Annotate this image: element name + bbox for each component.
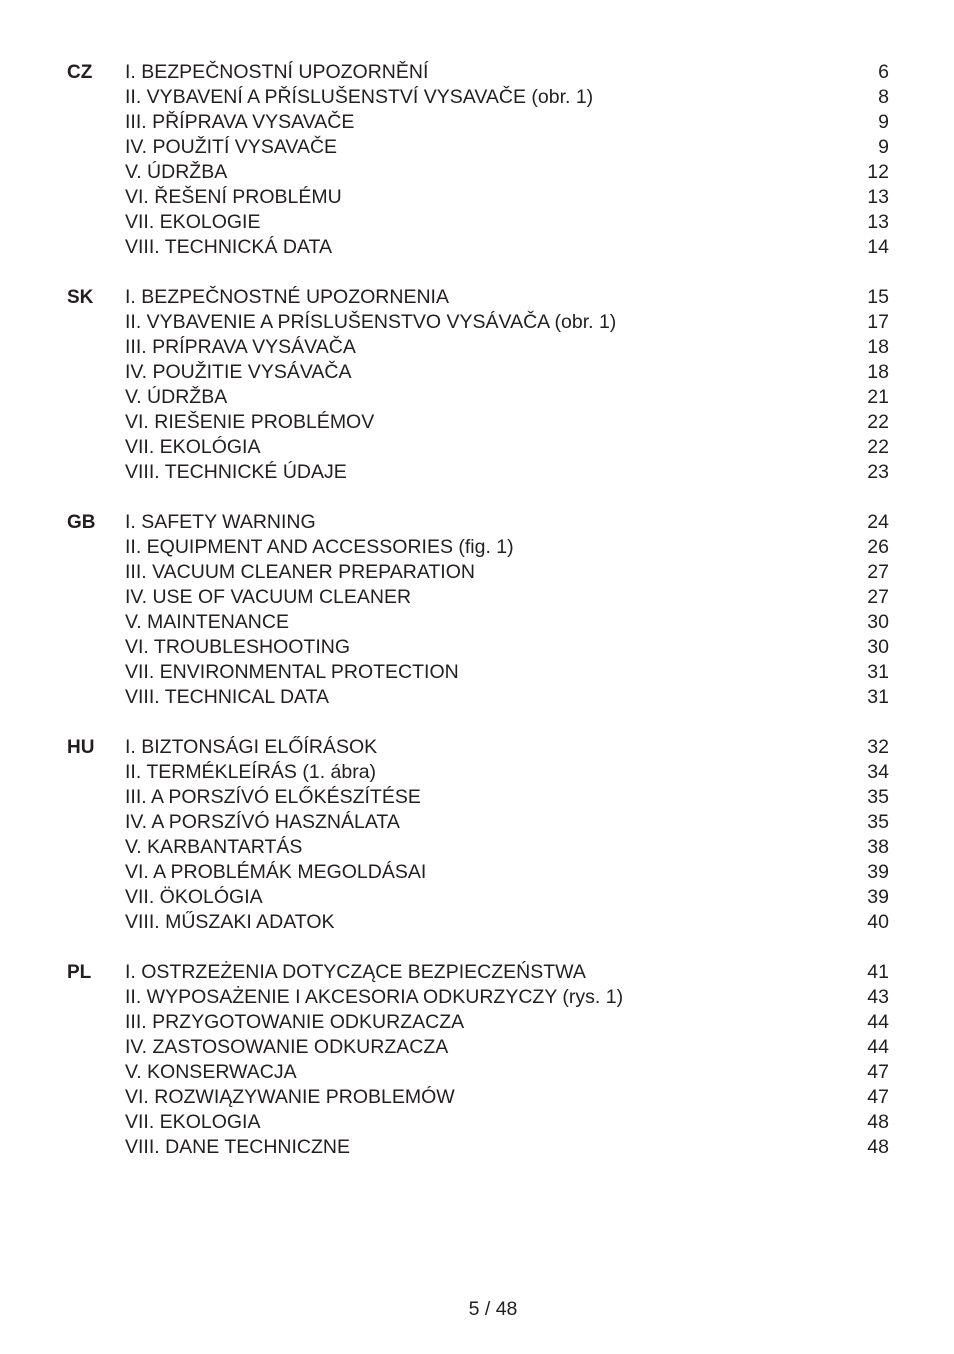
toc-entry[interactable]	[0, 235, 954, 260]
toc-entry-page: 39	[867, 861, 889, 883]
toc-section-sk	[0, 285, 954, 485]
toc-entry-title: VIII. TECHNICKÉ ÚDAJE	[125, 461, 347, 483]
toc-entry[interactable]	[0, 135, 954, 160]
toc-entry-page: 15	[867, 286, 889, 308]
toc-entry[interactable]	[0, 760, 954, 785]
toc-entry-title: V. ÚDRŽBA	[125, 161, 228, 183]
toc-entry-page: 9	[878, 136, 889, 158]
toc-entry-page: 14	[867, 236, 889, 258]
toc-entry[interactable]	[0, 410, 954, 435]
toc-entry[interactable]	[0, 860, 954, 885]
toc-entry[interactable]	[0, 85, 954, 110]
toc-entry-page: 17	[867, 311, 889, 333]
toc-entry[interactable]	[0, 1110, 954, 1135]
toc-entry[interactable]	[0, 560, 954, 585]
toc-entry[interactable]	[0, 460, 954, 485]
toc-entry-title: III. VACUUM CLEANER PREPARATION	[125, 561, 475, 583]
toc-entry[interactable]	[0, 535, 954, 560]
language-code: CZ	[67, 62, 93, 83]
toc-entry[interactable]	[0, 885, 954, 910]
toc-entry-title: V. KARBANTARTÁS	[125, 836, 303, 858]
toc-entry[interactable]	[0, 585, 954, 610]
toc-entry[interactable]	[0, 910, 954, 935]
toc-entry-page: 21	[867, 386, 889, 408]
toc-entry-page: 48	[867, 1111, 889, 1133]
toc-entry-title: VIII. TECHNICKÁ DATA	[125, 236, 332, 258]
toc-entry-page: 22	[867, 436, 889, 458]
toc-entry-title: III. PŘÍPRAVA VYSAVAČE	[125, 111, 355, 133]
toc-entry-title: VI. TROUBLESHOOTING	[125, 636, 351, 658]
toc-entry-page: 30	[867, 611, 889, 633]
toc-entry-page: 40	[867, 911, 889, 933]
toc-entry-title: II. WYPOSAŻENIE I AKCESORIA ODKURZYCZY (rys. 1)	[125, 986, 624, 1008]
toc-entry-title: I. BEZPEČNOSTNÍ UPOZORNĚNÍ	[125, 61, 429, 83]
toc-entry-page: 18	[867, 361, 889, 383]
toc-entry[interactable]	[0, 60, 954, 85]
toc-entry-page: 44	[867, 1036, 889, 1058]
toc-entry-title: V. KONSERWACJA	[125, 1061, 297, 1083]
language-code: GB	[67, 512, 96, 533]
toc-entry[interactable]	[0, 610, 954, 635]
toc-entry-page: 44	[867, 1011, 889, 1033]
toc-entry-page: 47	[867, 1061, 889, 1083]
toc-entry-page: 9	[878, 111, 889, 133]
toc-entry-title: II. VYBAVENIE A PRÍSLUŠENSTVO VYSÁVAČA (obr. 1)	[125, 311, 617, 333]
toc-entry-page: 24	[867, 511, 889, 533]
toc-entry[interactable]	[0, 1010, 954, 1035]
toc-entry-title: IV. USE OF VACUUM CLEANER	[125, 586, 412, 608]
toc-entry-page: 48	[867, 1136, 889, 1158]
toc-entry-title: I. SAFETY WARNING	[125, 511, 316, 533]
toc-entry-title: VIII. MŰSZAKI ADATOK	[125, 911, 335, 933]
toc-entry[interactable]	[0, 985, 954, 1010]
toc-entry-page: 18	[867, 336, 889, 358]
toc-entry-title: II. TERMÉKLEÍRÁS (1. ábra)	[125, 761, 377, 783]
toc-entry[interactable]	[0, 635, 954, 660]
toc-entry-title: IV. POUŽITIE VYSÁVAČA	[125, 361, 352, 383]
toc-entry-page: 39	[867, 886, 889, 908]
page-number: 5 / 48	[468, 1298, 518, 1320]
toc-entry-title: VII. EKOLOGIE	[125, 211, 261, 233]
toc-entry-page: 13	[867, 186, 889, 208]
toc-entry-page: 35	[867, 811, 889, 833]
toc-entry-title: VII. ÖKOLÓGIA	[125, 886, 263, 908]
toc-entry[interactable]	[0, 210, 954, 235]
toc-entry-title: II. EQUIPMENT AND ACCESSORIES (fig. 1)	[125, 536, 514, 558]
toc-entry-title: III. PRZYGOTOWANIE ODKURZACZA	[125, 1011, 465, 1033]
toc-entry-title: VII. EKOLÓGIA	[125, 436, 261, 458]
toc-entry-page: 27	[867, 586, 889, 608]
toc-entry[interactable]	[0, 1035, 954, 1060]
toc-entry-page: 27	[867, 561, 889, 583]
toc-entry-page: 47	[867, 1086, 889, 1108]
toc-entry[interactable]	[0, 810, 954, 835]
toc-entry-title: V. ÚDRŽBA	[125, 386, 228, 408]
toc-entry[interactable]	[0, 310, 954, 335]
toc-entry[interactable]	[0, 385, 954, 410]
toc-entry-page: 12	[867, 161, 889, 183]
toc-entry[interactable]	[0, 335, 954, 360]
toc-entry-page: 8	[878, 86, 889, 108]
toc-entry-title: VIII. TECHNICAL DATA	[125, 686, 330, 708]
toc-entry-title: IV. ZASTOSOWANIE ODKURZACZA	[125, 1036, 449, 1058]
toc-entry[interactable]	[0, 510, 954, 535]
toc-entry[interactable]	[0, 685, 954, 710]
toc-section-cz	[0, 60, 954, 260]
toc-section-gb	[0, 510, 954, 710]
toc-entry[interactable]	[0, 835, 954, 860]
toc-entry-page: 32	[867, 736, 889, 758]
toc-entry[interactable]	[0, 360, 954, 385]
toc-entry-title: VI. RIEŠENIE PROBLÉMOV	[125, 411, 375, 433]
toc-entry-page: 13	[867, 211, 889, 233]
toc-entry-title: VI. ROZWIĄZYWANIE PROBLEMÓW	[125, 1086, 455, 1108]
toc-entry[interactable]	[0, 285, 954, 310]
toc-entry-page: 22	[867, 411, 889, 433]
toc-entry-title: III. A PORSZÍVÓ ELŐKÉSZÍTÉSE	[125, 786, 421, 808]
toc-entry[interactable]	[0, 1085, 954, 1110]
toc-section-pl	[0, 960, 954, 1160]
toc-entry[interactable]	[0, 435, 954, 460]
toc-entry-title: III. PRÍPRAVA VYSÁVAČA	[125, 336, 356, 358]
toc-entry-page: 43	[867, 986, 889, 1008]
toc-entry-page: 23	[867, 461, 889, 483]
toc-entry[interactable]	[0, 1135, 954, 1160]
toc-entry-title: I. OSTRZEŻENIA DOTYCZĄCE BEZPIECZEŃSTWA	[125, 961, 586, 983]
language-code: HU	[67, 737, 95, 758]
language-code: PL	[67, 962, 92, 983]
toc-entry[interactable]	[0, 660, 954, 685]
toc-entry-title: I. BEZPEČNOSTNÉ UPOZORNENIA	[125, 286, 449, 308]
toc-entry-title: II. VYBAVENÍ A PŘÍSLUŠENSTVÍ VYSAVAČE (obr. 1)	[125, 86, 594, 108]
toc-entry[interactable]	[0, 960, 954, 985]
toc-entry-title: VI. ŘEŠENÍ PROBLÉMU	[125, 186, 342, 208]
language-code: SK	[67, 287, 94, 308]
toc-entry-title: I. BIZTONSÁGI ELŐÍRÁSOK	[125, 736, 378, 758]
toc-entry-page: 30	[867, 636, 889, 658]
toc-entry[interactable]	[0, 1060, 954, 1085]
toc-entry-title: VI. A PROBLÉMÁK MEGOLDÁSAI	[125, 861, 427, 883]
toc-entry-page: 41	[867, 961, 889, 983]
toc-entry[interactable]	[0, 785, 954, 810]
toc-entry-title: VII. EKOLOGIA	[125, 1111, 261, 1133]
toc-entry-page: 6	[878, 61, 889, 83]
toc-entry-page: 34	[867, 761, 889, 783]
toc-entry-title: IV. A PORSZÍVÓ HASZNÁLATA	[125, 811, 400, 833]
toc-entry-title: VIII. DANE TECHNICZNE	[125, 1136, 351, 1158]
toc-entry[interactable]	[0, 735, 954, 760]
toc-entry-title: V. MAINTENANCE	[125, 611, 289, 633]
toc-entry-page: 26	[867, 536, 889, 558]
toc-entry[interactable]	[0, 110, 954, 135]
toc-section-hu	[0, 735, 954, 935]
toc-entry-page: 38	[867, 836, 889, 858]
toc-entry-page: 31	[867, 661, 889, 683]
toc-entry-title: VII. ENVIRONMENTAL PROTECTION	[125, 661, 459, 683]
toc-entry[interactable]	[0, 185, 954, 210]
toc-entry-page: 35	[867, 786, 889, 808]
toc-entry[interactable]	[0, 160, 954, 185]
table-of-contents	[0, 60, 954, 1185]
toc-entry-page: 31	[867, 686, 889, 708]
toc-entry-title: IV. POUŽITÍ VYSAVAČE	[125, 136, 338, 158]
